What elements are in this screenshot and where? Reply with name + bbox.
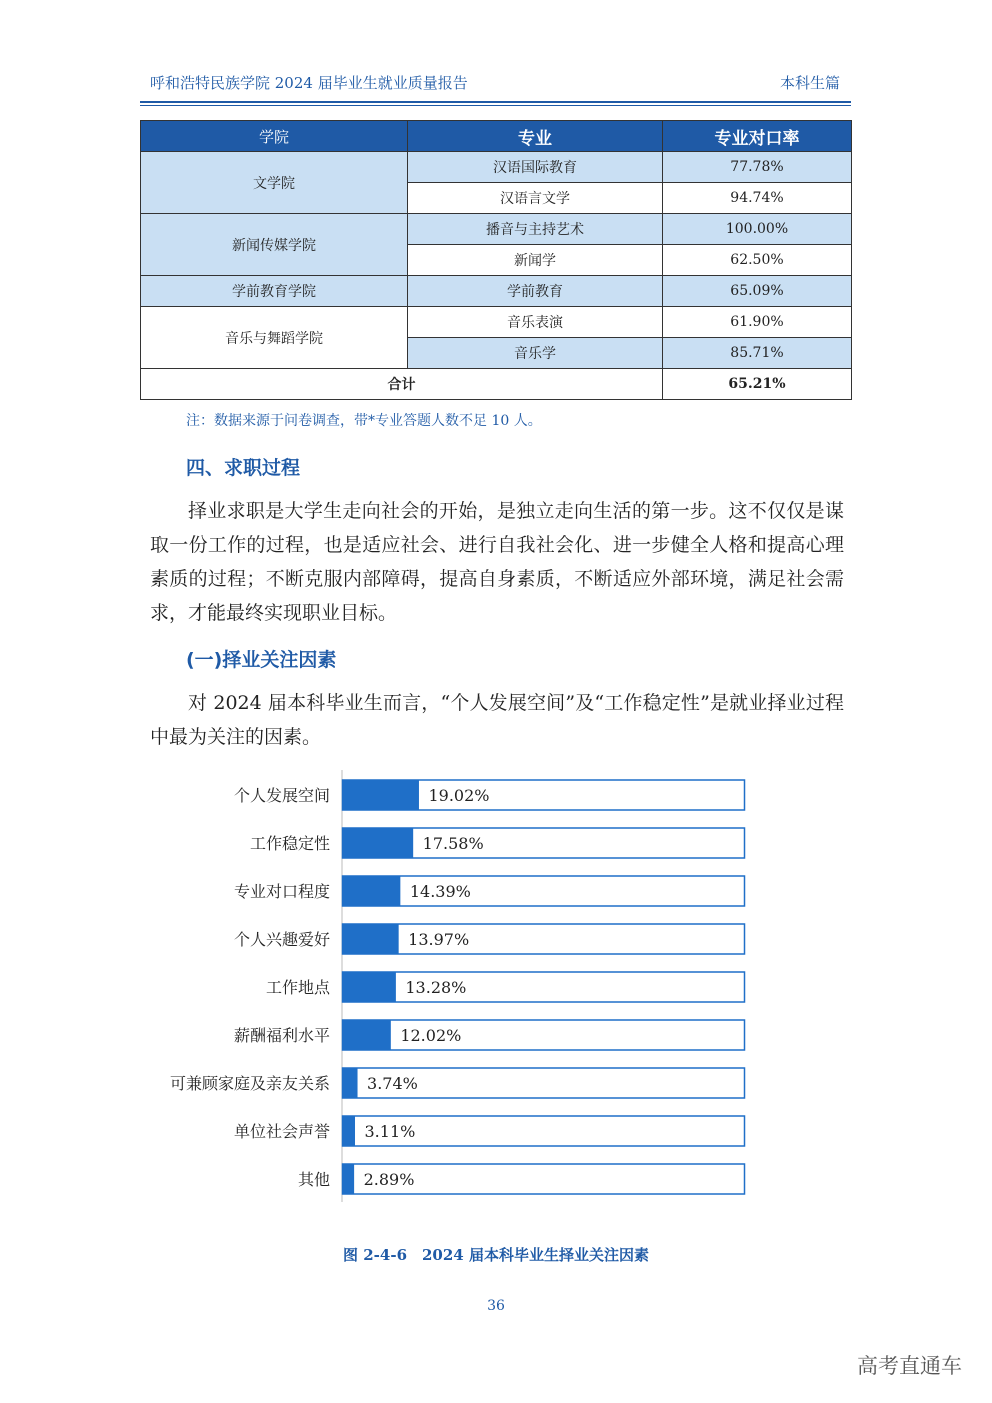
watermark-text: 高考直通车 [857, 1354, 962, 1378]
category-label: 单位社会声誉 [233, 1122, 330, 1141]
rate-cell: 94.74% [663, 183, 852, 214]
bar [343, 972, 396, 1002]
rate-cell: 65.09% [663, 276, 852, 307]
bar [343, 1020, 391, 1050]
data-label: 12.02% [400, 1026, 462, 1045]
subsection-heading: (一)择业关注因素 [186, 649, 337, 671]
category-label: 工作稳定性 [249, 834, 330, 853]
bar [343, 924, 399, 954]
major-cell: 播音与主持艺术 [408, 214, 663, 245]
factor-bar-chart [150, 765, 850, 1205]
rate-cell: 85.71% [663, 338, 852, 369]
data-label: 3.74% [367, 1074, 418, 1093]
college-cell: 新闻传媒学院 [141, 214, 408, 276]
rate-cell: 62.50% [663, 245, 852, 276]
report-header-title: 呼和浩特民族学院 2024 届毕业生就业质量报告 [150, 74, 468, 92]
table-row [141, 276, 852, 307]
major-cell: 学前教育 [408, 276, 663, 307]
data-label: 13.97% [408, 930, 470, 949]
college-cell: 文学院 [141, 152, 408, 214]
data-label: 13.28% [405, 978, 467, 997]
table-row [141, 152, 852, 183]
bar-track [343, 924, 745, 954]
major-cell: 新闻学 [408, 245, 663, 276]
bar [343, 1164, 355, 1194]
data-label: 14.39% [409, 882, 471, 901]
data-label: 2.89% [363, 1170, 415, 1189]
category-label: 工作地点 [265, 978, 330, 997]
col-header-major: 专业 [408, 121, 663, 152]
table-row [141, 307, 852, 338]
bar [343, 828, 414, 858]
col-header-college: 学院 [141, 121, 408, 152]
major-cell: 音乐学 [408, 338, 663, 369]
category-label: 可兼顾家庭及亲友关系 [169, 1074, 330, 1093]
rate-cell: 77.78% [663, 152, 852, 183]
total-label: 合计 [141, 369, 663, 400]
bar [343, 1068, 358, 1098]
section-heading: 四、求职过程 [186, 457, 301, 479]
major-cell: 汉语言文学 [408, 183, 663, 214]
category-label: 个人兴趣爱好 [233, 930, 330, 949]
rate-cell: 100.00% [663, 214, 852, 245]
major-cell: 音乐表演 [408, 307, 663, 338]
table-note: 注：数据来源于问卷调查，带*专业答题人数不足 10 人。 [186, 413, 542, 429]
body-paragraph: 择业求职是大学生走向社会的开始，是独立走向生活的第一步。这不仅仅是谋取一份工作的过程，也是适应社会、进行自我社会化、进一步健全人格和提高心理素质的过程；不断克服内部障碍，提高自身素质，不断适应外部环境，满足社会需求，才能最终实现职业目标。 [150, 500, 844, 624]
col-header-rate: 专业对口率 [663, 121, 852, 152]
bar-track [343, 972, 745, 1002]
data-label: 19.02% [428, 786, 490, 805]
college-cell: 音乐与舞蹈学院 [141, 307, 408, 369]
data-label: 17.58% [422, 834, 484, 853]
body-paragraph: 对 2024 届本科毕业生而言，“个人发展空间”及“工作稳定性”是就业择业过程中最为关注的因素。 [150, 692, 844, 748]
data-label: 3.11% [364, 1122, 416, 1141]
figure-caption: 图 2-4-6 2024 届本科毕业生择业关注因素 [343, 1246, 649, 1264]
category-label: 个人发展空间 [233, 786, 330, 805]
header-divider [140, 101, 851, 103]
bar-track [343, 876, 745, 906]
college-cell: 学前教育学院 [141, 276, 408, 307]
table-header-row [141, 121, 852, 152]
category-label: 专业对口程度 [233, 882, 330, 901]
page-number: 36 [487, 1298, 505, 1314]
major-cell: 汉语国际教育 [408, 152, 663, 183]
table-total-row [141, 369, 852, 400]
table-row [141, 214, 852, 245]
bar [343, 876, 401, 906]
report-header-section: 本科生篇 [779, 74, 840, 92]
bar [343, 780, 419, 810]
total-value: 65.21% [663, 369, 852, 400]
bar [343, 1116, 356, 1146]
major-match-table [140, 120, 852, 400]
category-label: 其他 [297, 1170, 330, 1189]
header-divider-thin [140, 105, 851, 106]
category-label: 薪酬福利水平 [233, 1026, 330, 1045]
rate-cell: 61.90% [663, 307, 852, 338]
